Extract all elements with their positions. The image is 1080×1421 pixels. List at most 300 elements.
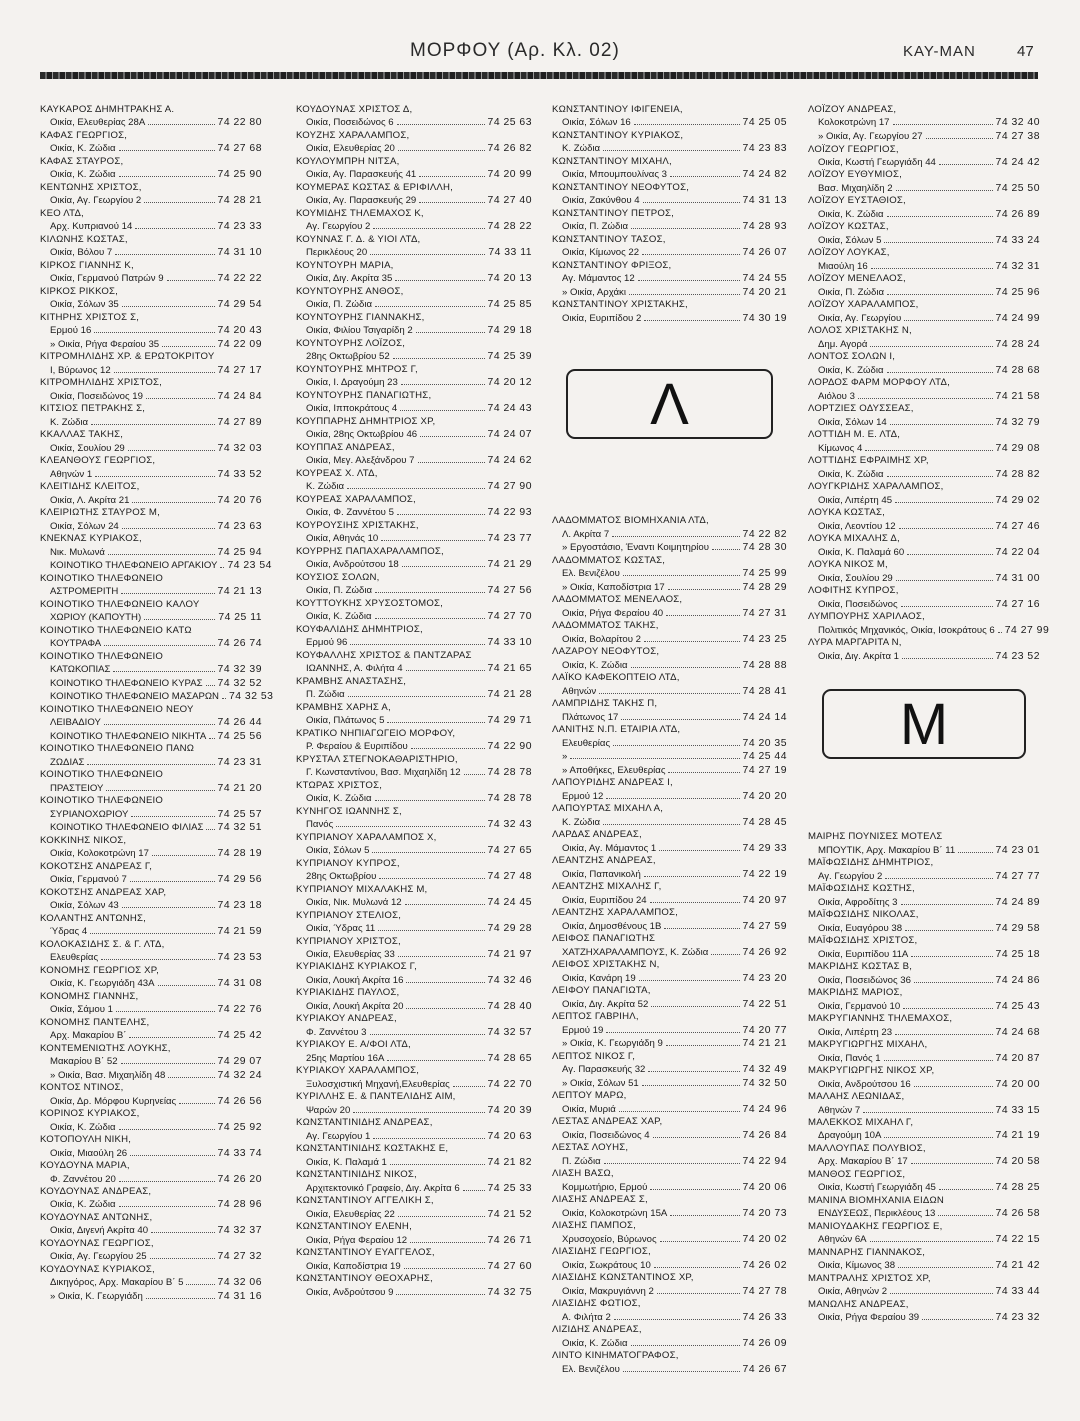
directory-entry xyxy=(552,750,787,764)
entry-name: ΛΕΙΦΟΥ ΠΑΝΑΓΙΩΤΑ, xyxy=(552,985,651,997)
entry-address: ΑΣΤΡΟΜΕΡΙΤΗ xyxy=(50,586,119,598)
entry-name: ΛΟΥΓΚΡΙΔΗΣ ΧΑΡΑΛΑΜΠΟΣ, xyxy=(808,481,944,493)
phone-number: 74 28 40 xyxy=(487,1000,532,1012)
phone-number: 74 25 44 xyxy=(742,751,787,763)
phone-number: 74 22 70 xyxy=(487,1078,532,1090)
phone-number: 74 33 44 xyxy=(995,1286,1040,1298)
entry-name: ΚΑΥΚΑΡΟΣ ΔΗΜΗΤΡΑΚΗΣ Α. xyxy=(40,104,175,115)
entry-name: ΛΕΠΤΟΣ ΓΑΒΡΙΗΛ, xyxy=(552,1011,639,1023)
directory-entry xyxy=(552,156,787,182)
entry-line xyxy=(808,182,1040,196)
directory-entry xyxy=(40,429,262,455)
phone-number: 74 27 32 xyxy=(217,1251,262,1263)
phone-number: 74 27 70 xyxy=(487,611,532,623)
entry-line xyxy=(808,468,1040,482)
entry-name: ΚΟΥΝΤΟΥΡΗΣ ΓΙΑΝΝΑΚΗΣ, xyxy=(296,311,425,323)
entry-name: ΜΑΝΙΝΑ ΒΙΟΜΗΧΑΝΙΑ ΕΙΔΩΝ xyxy=(808,1194,944,1206)
entry-name: ΚΥΡΙΑΚΙΔΗΣ ΠΑΥΛΟΣ, xyxy=(296,987,400,999)
entry-line xyxy=(40,690,274,704)
phone-number: 74 28 29 xyxy=(742,581,787,593)
directory-entry xyxy=(552,286,787,300)
entry-line xyxy=(40,220,262,234)
phone-number: 74 24 99 xyxy=(995,312,1040,324)
directory-entry xyxy=(552,959,787,985)
phone-number: 74 29 28 xyxy=(487,922,532,934)
entry-name: ΚΟΙΝΟΤΙΚΟ ΤΗΛΕΦΩΝΕΙΟ xyxy=(40,769,164,781)
entry-address: Αγ. Μάμαντος 12 xyxy=(562,273,635,285)
entry-name: ΜΑΪΦΩΣΙΔΗΣ ΚΩΣΤΗΣ, xyxy=(808,883,915,895)
leader-dots xyxy=(144,202,214,203)
phone-number: 74 32 39 xyxy=(217,664,262,676)
entry-address: ΣΥΡΙΑΝΟΧΩΡΙΟΥ xyxy=(50,808,129,820)
directory-entry xyxy=(552,907,787,933)
entry-address: Κίμωνος 4 xyxy=(818,442,863,454)
phone-number: 74 21 19 xyxy=(995,1130,1040,1142)
entry-name: ΚΩΝΣΤΑΝΤΙΝΟΥ ΙΦΙΓΕΝΕΙΑ, xyxy=(552,104,683,115)
leader-dots xyxy=(122,528,215,529)
phone-number: 74 32 40 xyxy=(995,117,1040,129)
directory-entry xyxy=(808,273,1040,299)
leader-dots xyxy=(621,719,739,720)
entry-line xyxy=(552,920,787,934)
leader-dots xyxy=(406,1008,484,1009)
phone-number: 74 22 19 xyxy=(742,868,787,880)
entry-address: ΚΑΤΩΚΟΠΙΑΣ xyxy=(50,664,111,676)
directory-entry xyxy=(552,829,787,855)
directory-entry xyxy=(296,702,532,728)
entry-address: Αρχιτεκτονικό Γραφείο, Διγ. Ακρίτα 6 xyxy=(306,1182,460,1194)
entry-address: Οικία, Αγ. Γεωργίου 2 xyxy=(50,195,142,207)
entry-address: ΚΟΙΝΟΤΙΚΟ ΤΗΛΕΦΩΝΕΙΟ ΝΙΚΗΤΑ xyxy=(50,730,207,742)
directory-entry xyxy=(552,803,787,829)
entry-address: Ψαρών 20 xyxy=(306,1104,351,1116)
entry-name: ΚΥΡΙΑΚΙΔΗΣ ΚΥΡΙΑΚΟΣ Γ, xyxy=(296,961,417,973)
entry-address: Χρυσοχοείο, Βύρωνος xyxy=(562,1233,657,1245)
entry-address: ΙΩΑΝΝΗΣ, Α. Φιλήτα 4 xyxy=(306,663,403,675)
leader-dots xyxy=(631,1345,740,1346)
entry-line xyxy=(808,1285,1040,1299)
entry-line xyxy=(296,168,532,182)
entry-line xyxy=(552,581,787,595)
directory-entry xyxy=(552,933,787,959)
entry-address: Ερμού 16 xyxy=(50,325,92,337)
leader-dots xyxy=(612,536,739,537)
leader-dots xyxy=(670,176,740,177)
directory-entry xyxy=(40,455,262,481)
leader-dots xyxy=(411,748,485,749)
entry-line xyxy=(40,637,262,651)
entry-address: Οικία, Διγενή Ακρίτα 40 xyxy=(50,1225,149,1237)
directory-entry xyxy=(552,764,787,778)
entry-address: Αθηνών 1 xyxy=(50,468,93,480)
phone-number: 74 29 58 xyxy=(995,922,1040,934)
directory-entry xyxy=(296,806,532,832)
entry-name: ΚΙΤΗΡΗΣ ΧΡΙΣΤΟΣ Σ, xyxy=(40,311,140,323)
entry-address: Κ. Ζώδια xyxy=(50,416,89,428)
leader-dots xyxy=(642,1085,740,1086)
entry-line xyxy=(808,870,1040,884)
directory-entry xyxy=(808,403,1040,429)
phone-number: 74 28 65 xyxy=(487,1052,532,1064)
leader-dots xyxy=(887,476,993,477)
directory-entry xyxy=(40,599,262,625)
entry-address: Οικία, Δρ. Μόρφου Κυρηνείας xyxy=(50,1095,177,1107)
entry-name: ΚΟΥΜΕΡΑΣ ΚΩΣΤΑΣ & ΕΡΙΦΙΛΛΗ, xyxy=(296,181,454,193)
directory-entry xyxy=(296,728,532,754)
phone-number: 74 33 52 xyxy=(217,468,262,480)
entry-address: Οικία, Κ. Ζώδια xyxy=(818,468,884,480)
directory-entry xyxy=(296,208,532,234)
phone-number: 74 27 48 xyxy=(487,871,532,883)
leader-dots xyxy=(895,1034,992,1035)
entry-line xyxy=(552,168,787,182)
leader-dots xyxy=(94,332,214,333)
directory-entry xyxy=(808,221,1040,247)
entry-name: ΜΑΚΡΥΓΙΩΡΓΗΣ ΜΙΧΑΗΛ, xyxy=(808,1039,928,1051)
entry-line xyxy=(296,220,532,234)
entry-name: ΜΑΙΡΗΣ ΠΟΥΝΙΣΕΣ ΜΟΤΕΛΣ xyxy=(808,831,943,843)
entry-address: 28ης Οκτωβρίου xyxy=(306,871,377,883)
entry-address: Οικία, Παπανικολή xyxy=(562,868,641,880)
directory-entry xyxy=(40,260,262,286)
entry-address: Γ. Κωνσταντίνου, Βασ. Μιχαηλίδη 12 xyxy=(306,767,461,779)
directory-entry xyxy=(296,156,532,182)
entry-address: Ύδρας 4 xyxy=(50,926,88,938)
directory-entry xyxy=(40,1238,262,1264)
phone-number: 74 21 20 xyxy=(217,782,262,794)
directory-entry xyxy=(552,1298,787,1324)
entry-address: Ερμού 12 xyxy=(562,790,604,802)
leader-dots xyxy=(144,619,215,620)
leader-dots xyxy=(666,615,739,616)
entry-name: ΛΟΦΙΤΗΣ ΚΥΠΡΟΣ, xyxy=(808,585,899,597)
entry-address: Οικία, Ύδρας 11 xyxy=(306,922,376,934)
entry-line xyxy=(296,454,532,468)
entry-name: ΛΙΑΣΗ ΒΑΣΩ, xyxy=(552,1168,614,1180)
leader-dots xyxy=(901,606,993,607)
entry-address: Οικία, Σάμου 1 xyxy=(50,1004,113,1016)
phone-number: 74 24 84 xyxy=(217,390,262,402)
phone-number: 74 29 33 xyxy=(742,842,787,854)
leader-dots xyxy=(419,176,484,177)
entry-line xyxy=(552,1233,787,1247)
phone-number: 74 28 78 xyxy=(487,793,532,805)
leader-dots xyxy=(659,850,739,851)
entry-line xyxy=(808,546,1040,560)
entry-line xyxy=(40,1121,262,1135)
leader-dots xyxy=(670,1215,739,1216)
leader-dots xyxy=(396,1294,484,1295)
entry-line xyxy=(40,520,262,534)
directory-entry xyxy=(40,965,262,991)
phone-number: 74 23 83 xyxy=(742,143,787,155)
directory-entry xyxy=(296,884,532,910)
leader-dots xyxy=(353,1112,484,1113)
directory-entry xyxy=(808,455,1040,481)
entry-line xyxy=(296,506,532,520)
entry-address: Οικία, Σουλίου 29 xyxy=(818,572,893,584)
leader-dots xyxy=(119,176,215,177)
directory-entry xyxy=(808,169,1040,195)
entry-address: Οικία, Καποδίστρια 19 xyxy=(306,1260,401,1272)
entry-line xyxy=(808,598,1040,612)
entry-name: ΚΥΡΙΑΚΟΥ Ε. Α/ΦΟΙ ΛΤΔ, xyxy=(296,1039,411,1051)
phone-number: 74 28 96 xyxy=(217,1199,262,1211)
leader-dots xyxy=(135,228,214,229)
leader-dots xyxy=(398,1216,485,1217)
phone-number: 74 24 45 xyxy=(487,897,532,908)
entry-address: Οικία, Σόλων 43 xyxy=(50,900,119,912)
directory-entry xyxy=(296,546,532,572)
directory-entry xyxy=(808,144,1040,170)
phone-number: 74 20 12 xyxy=(487,377,532,389)
entry-address: Αθηνών 6Α xyxy=(818,1234,867,1246)
leader-dots xyxy=(603,150,739,151)
directory-entry xyxy=(40,182,262,208)
phone-number: 74 23 52 xyxy=(995,650,1040,662)
entry-line xyxy=(296,662,532,676)
section-letter-lambda: Λ xyxy=(566,369,773,439)
entry-name: ΚΡΑΤΙΚΟ ΝΗΠΙΑΓΩΓΕΙΟ ΜΟΡΦΟΥ, xyxy=(296,727,456,739)
entry-address: Οικία, Κίμωνος 22 xyxy=(562,247,640,259)
leader-dots xyxy=(416,332,485,333)
entry-address: Οικία, Μιαούλη 26 xyxy=(50,1147,128,1159)
entry-name: ΚΥΠΡΙΑΝΟΥ ΚΥΠΡΟΣ, xyxy=(296,857,400,869)
phone-number: 74 21 65 xyxy=(487,663,532,675)
entry-line xyxy=(296,272,532,286)
entries-list xyxy=(552,104,787,325)
leader-dots xyxy=(162,346,214,347)
entry-address: Οικία, Σόλων 16 xyxy=(562,117,631,129)
leader-dots xyxy=(146,398,215,399)
phone-number: 74 33 74 xyxy=(217,1147,262,1159)
phone-number: 74 20 63 xyxy=(487,1130,532,1142)
phone-number: 74 25 39 xyxy=(487,351,532,363)
entry-address: Οικία, Σουλίου 29 xyxy=(50,442,125,454)
leader-dots xyxy=(405,904,485,905)
entry-name: ΚΩΝΣΤΑΝΤΙΝΙΔΗΣ ΑΝΔΡΕΑΣ, xyxy=(296,1117,433,1129)
phone-number: 74 20 06 xyxy=(742,1181,787,1193)
directory-entry xyxy=(808,429,1040,455)
entry-name: ΚΡΑΜΒΗΣ ΑΝΑΣΤΑΣΗΣ, xyxy=(296,675,407,687)
entry-line xyxy=(40,716,262,730)
entry-name: ΚΥΝΗΓΟΣ ΙΩΑΝΝΗΣ Σ, xyxy=(296,805,402,817)
entry-address: Ξυλοσχιστική Μηχανή,Ελευθερίας xyxy=(306,1078,450,1090)
entry-line xyxy=(296,844,532,858)
directory-entry xyxy=(296,598,532,624)
leader-dots xyxy=(865,450,992,451)
entry-name: ΚΩΝΣΤΑΝΤΙΝΟΥ ΑΓΓΕΛΙΚΗ Σ, xyxy=(296,1195,434,1207)
entry-line xyxy=(296,1286,532,1300)
entry-name: ΚΟΥΠΠΑΣ ΑΝΔΡΕΑΣ, xyxy=(296,441,395,453)
entry-line xyxy=(552,894,787,908)
entry-line xyxy=(552,868,787,882)
entry-line xyxy=(40,1276,262,1290)
leader-dots xyxy=(650,902,740,903)
phone-number: 74 31 13 xyxy=(742,195,787,207)
directory-entry xyxy=(40,991,262,1017)
directory-entry xyxy=(552,104,787,130)
entry-line xyxy=(296,922,532,936)
entry-line xyxy=(40,977,262,991)
entry-line xyxy=(808,650,1040,664)
entry-address: » Οικία, Κ. Γεωργιάδη xyxy=(50,1290,143,1302)
leader-dots xyxy=(406,670,485,671)
phone-number: 74 26 89 xyxy=(995,208,1040,220)
leader-dots xyxy=(375,800,485,801)
entry-address: 25ης Μαρτίου 16Α xyxy=(306,1052,385,1064)
entry-address: Π. Ζώδια xyxy=(306,689,345,701)
directory-entry xyxy=(296,832,532,858)
leader-dots xyxy=(599,693,739,694)
directory-entry xyxy=(40,743,262,769)
phone-number: 74 25 11 xyxy=(218,612,262,624)
entry-line xyxy=(808,844,1040,858)
directory-entry xyxy=(40,208,262,234)
entry-line xyxy=(552,528,787,542)
entry-name: ΛΙΖΙΔΗΣ ΑΝΔΡΕΑΣ, xyxy=(552,1324,642,1336)
entry-name: ΚΟΥΝΤΟΥΡΗΣ ΛΟΪΖΟΣ, xyxy=(296,337,406,349)
leader-dots xyxy=(648,1071,739,1072)
leader-dots xyxy=(129,1037,214,1038)
page-title: ΜΟΡΦΟΥ (Αρ. Κλ. 02) xyxy=(410,40,620,61)
entry-line xyxy=(296,480,532,494)
directory-entry xyxy=(296,260,532,286)
entry-name: ΚΟΥΝΤΟΥΡΗΣ ΠΑΝΑΓΙΩΤΗΣ, xyxy=(296,389,432,401)
entry-line xyxy=(552,1129,787,1143)
phone-number: 74 28 68 xyxy=(995,364,1040,376)
directory-entry xyxy=(40,1264,262,1290)
entry-address: Οικία, Αγ. Γεωργίου 25 xyxy=(50,1251,147,1263)
entry-line xyxy=(808,286,1040,300)
entry-name: ΚΟΥΜΙΔΗΣ ΤΗΛΕΜΑΧΟΣ Κ, xyxy=(296,207,424,219)
entry-name: ΚΟΥΝΝΑΣ Γ. Δ. & ΥΙΟΙ ΛΤΔ, xyxy=(296,233,421,245)
phone-number: 74 29 02 xyxy=(995,494,1040,506)
phone-number: 74 20 21 xyxy=(742,286,787,298)
entry-address: Οικία, Σόλων 14 xyxy=(818,416,887,428)
entry-address: » Οικία, Αγ. Γεωργίου 27 xyxy=(818,130,923,142)
entry-line xyxy=(40,1290,262,1304)
directory-entry xyxy=(552,777,787,803)
leader-dots xyxy=(387,1060,484,1061)
entry-name: ΚΩΝΣΤΑΝΤΙΝΟΥ ΜΙΧΑΗΛ, xyxy=(552,155,672,167)
directory-entry xyxy=(296,780,532,806)
entry-address: Οικία, Ποσειδώνος 19 xyxy=(50,390,143,402)
phone-number: 74 31 00 xyxy=(995,572,1040,584)
directory-entry xyxy=(808,533,1040,559)
directory-entry xyxy=(40,835,262,861)
directory-entry xyxy=(296,104,532,130)
entry-name: ΚΚΑΛΛΑΣ ΤΑΚΗΣ, xyxy=(40,429,124,441)
phone-number: 74 20 76 xyxy=(217,494,262,506)
leader-dots xyxy=(206,829,214,830)
entry-name: ΚΙΛΩΝΗΣ ΚΩΣΤΑΣ, xyxy=(40,233,128,245)
directory-entry xyxy=(40,403,262,429)
phone-number: 74 25 42 xyxy=(217,1030,262,1042)
phone-number: 74 26 74 xyxy=(217,638,262,650)
entry-address: Οικία, Αφροδίτης 3 xyxy=(818,896,898,908)
phone-number: 74 32 43 xyxy=(487,819,532,831)
leader-dots xyxy=(375,306,485,307)
directory-entry xyxy=(296,494,532,520)
entry-line xyxy=(552,764,787,778)
entry-address: Οικία, Αθηνάς 10 xyxy=(306,533,379,545)
phone-number: 74 25 18 xyxy=(995,948,1040,960)
entries-list xyxy=(808,831,1040,1325)
entry-address: Οικία, Λ. Ακρίτα 21 xyxy=(50,494,130,506)
entry-address: Οικία, Φιλίου Τσιγαρίδη 2 xyxy=(306,325,413,337)
phone-number: 74 32 37 xyxy=(217,1225,262,1237)
entry-line xyxy=(552,142,787,156)
entry-address: Οικία, Μεγ. Αλεξάνδρου 7 xyxy=(306,455,415,467)
leader-dots xyxy=(419,202,484,203)
entry-name: ΚΟΥΔΟΥΝΑΣ ΧΡΙΣΤΟΣ Δ, xyxy=(296,104,413,115)
directory-entry xyxy=(40,481,262,507)
entry-name: ΚΟΙΝΟΤΙΚΟ ΤΗΛΕΦΩΝΕΙΟ ΠΑΝΩ xyxy=(40,743,195,755)
phone-number: 74 29 07 xyxy=(217,1056,262,1068)
phone-number: 74 23 18 xyxy=(217,900,262,912)
entry-address: Οικία, Κ. Παλαμά 1 xyxy=(306,1156,387,1168)
entry-line xyxy=(552,750,787,764)
leader-dots xyxy=(711,954,739,955)
leader-dots xyxy=(890,1293,993,1294)
phone-number: 74 24 86 xyxy=(995,974,1040,986)
directory-entry xyxy=(552,1272,787,1298)
entry-address: Οικία, Ρήγα Φεραίου 39 xyxy=(818,1312,920,1324)
page-header xyxy=(0,0,1080,70)
entry-line xyxy=(552,1337,787,1351)
entry-line xyxy=(296,142,532,156)
entry-address: Οικία, Σωκράτους 10 xyxy=(562,1259,651,1271)
leader-dots xyxy=(378,930,484,931)
leader-dots xyxy=(393,358,485,359)
entry-name: ΚΩΝΣΤΑΝΤΙΝΟΥ ΕΥΑΓΓΕΛΟΣ, xyxy=(296,1247,435,1259)
directory-entry xyxy=(40,1069,262,1083)
phone-number: 74 23 33 xyxy=(217,221,262,233)
leader-dots xyxy=(634,124,740,125)
phone-number: 74 27 31 xyxy=(742,607,787,619)
directory-entry xyxy=(296,650,532,676)
leader-dots xyxy=(858,398,993,399)
entry-address: Οικία, Ποσειδώνος 6 xyxy=(306,117,394,129)
entry-name: ΚΥΠΡΙΑΝΟΥ ΜΙΧΑΛΑΚΗΣ Μ, xyxy=(296,883,428,895)
phone-number: 74 20 20 xyxy=(742,790,787,802)
entry-name: ΛΑΪΚΟ ΚΑΦΕΚΟΠΤΕΙΟ ΛΤΔ, xyxy=(552,672,680,684)
directory-entry xyxy=(808,1143,1040,1169)
leader-dots xyxy=(130,881,215,882)
phone-number: 74 33 24 xyxy=(995,234,1040,246)
entry-address: Ελευθερίας xyxy=(50,952,99,964)
leader-dots xyxy=(398,150,485,151)
entry-address: » xyxy=(562,751,568,763)
entry-address: Οικία, Βόλου 7 xyxy=(50,247,113,259)
entry-line xyxy=(40,194,262,208)
phone-number: 74 22 76 xyxy=(217,1004,262,1016)
entry-line xyxy=(296,1182,532,1196)
leader-dots xyxy=(186,1284,214,1285)
entry-address: Οικία, Ποσειδώνος xyxy=(818,598,898,610)
directory-entry xyxy=(808,1117,1040,1143)
leader-dots xyxy=(666,1045,740,1046)
phone-number: 74 32 49 xyxy=(742,1064,787,1076)
entry-name: ΜΑΝΙΟΥΔΑΚΗΣ ΓΕΩΡΓΙΟΣ Ε, xyxy=(808,1220,943,1232)
entry-name: ΛΕΣΤΑΣ ΛΟΥΗΣ, xyxy=(552,1142,629,1154)
phone-number: 74 23 25 xyxy=(742,633,787,645)
leader-dots xyxy=(896,190,993,191)
entry-address: Μιαούλη 16 xyxy=(818,260,868,272)
entry-name: ΜΑΚΡΥΓΙΑΝΝΗΣ ΤΗΛΕΜΑΧΟΣ, xyxy=(808,1013,953,1025)
entry-name: ΛΟΪΖΟΥ ΓΕΩΡΓΙΟΣ, xyxy=(808,143,899,155)
